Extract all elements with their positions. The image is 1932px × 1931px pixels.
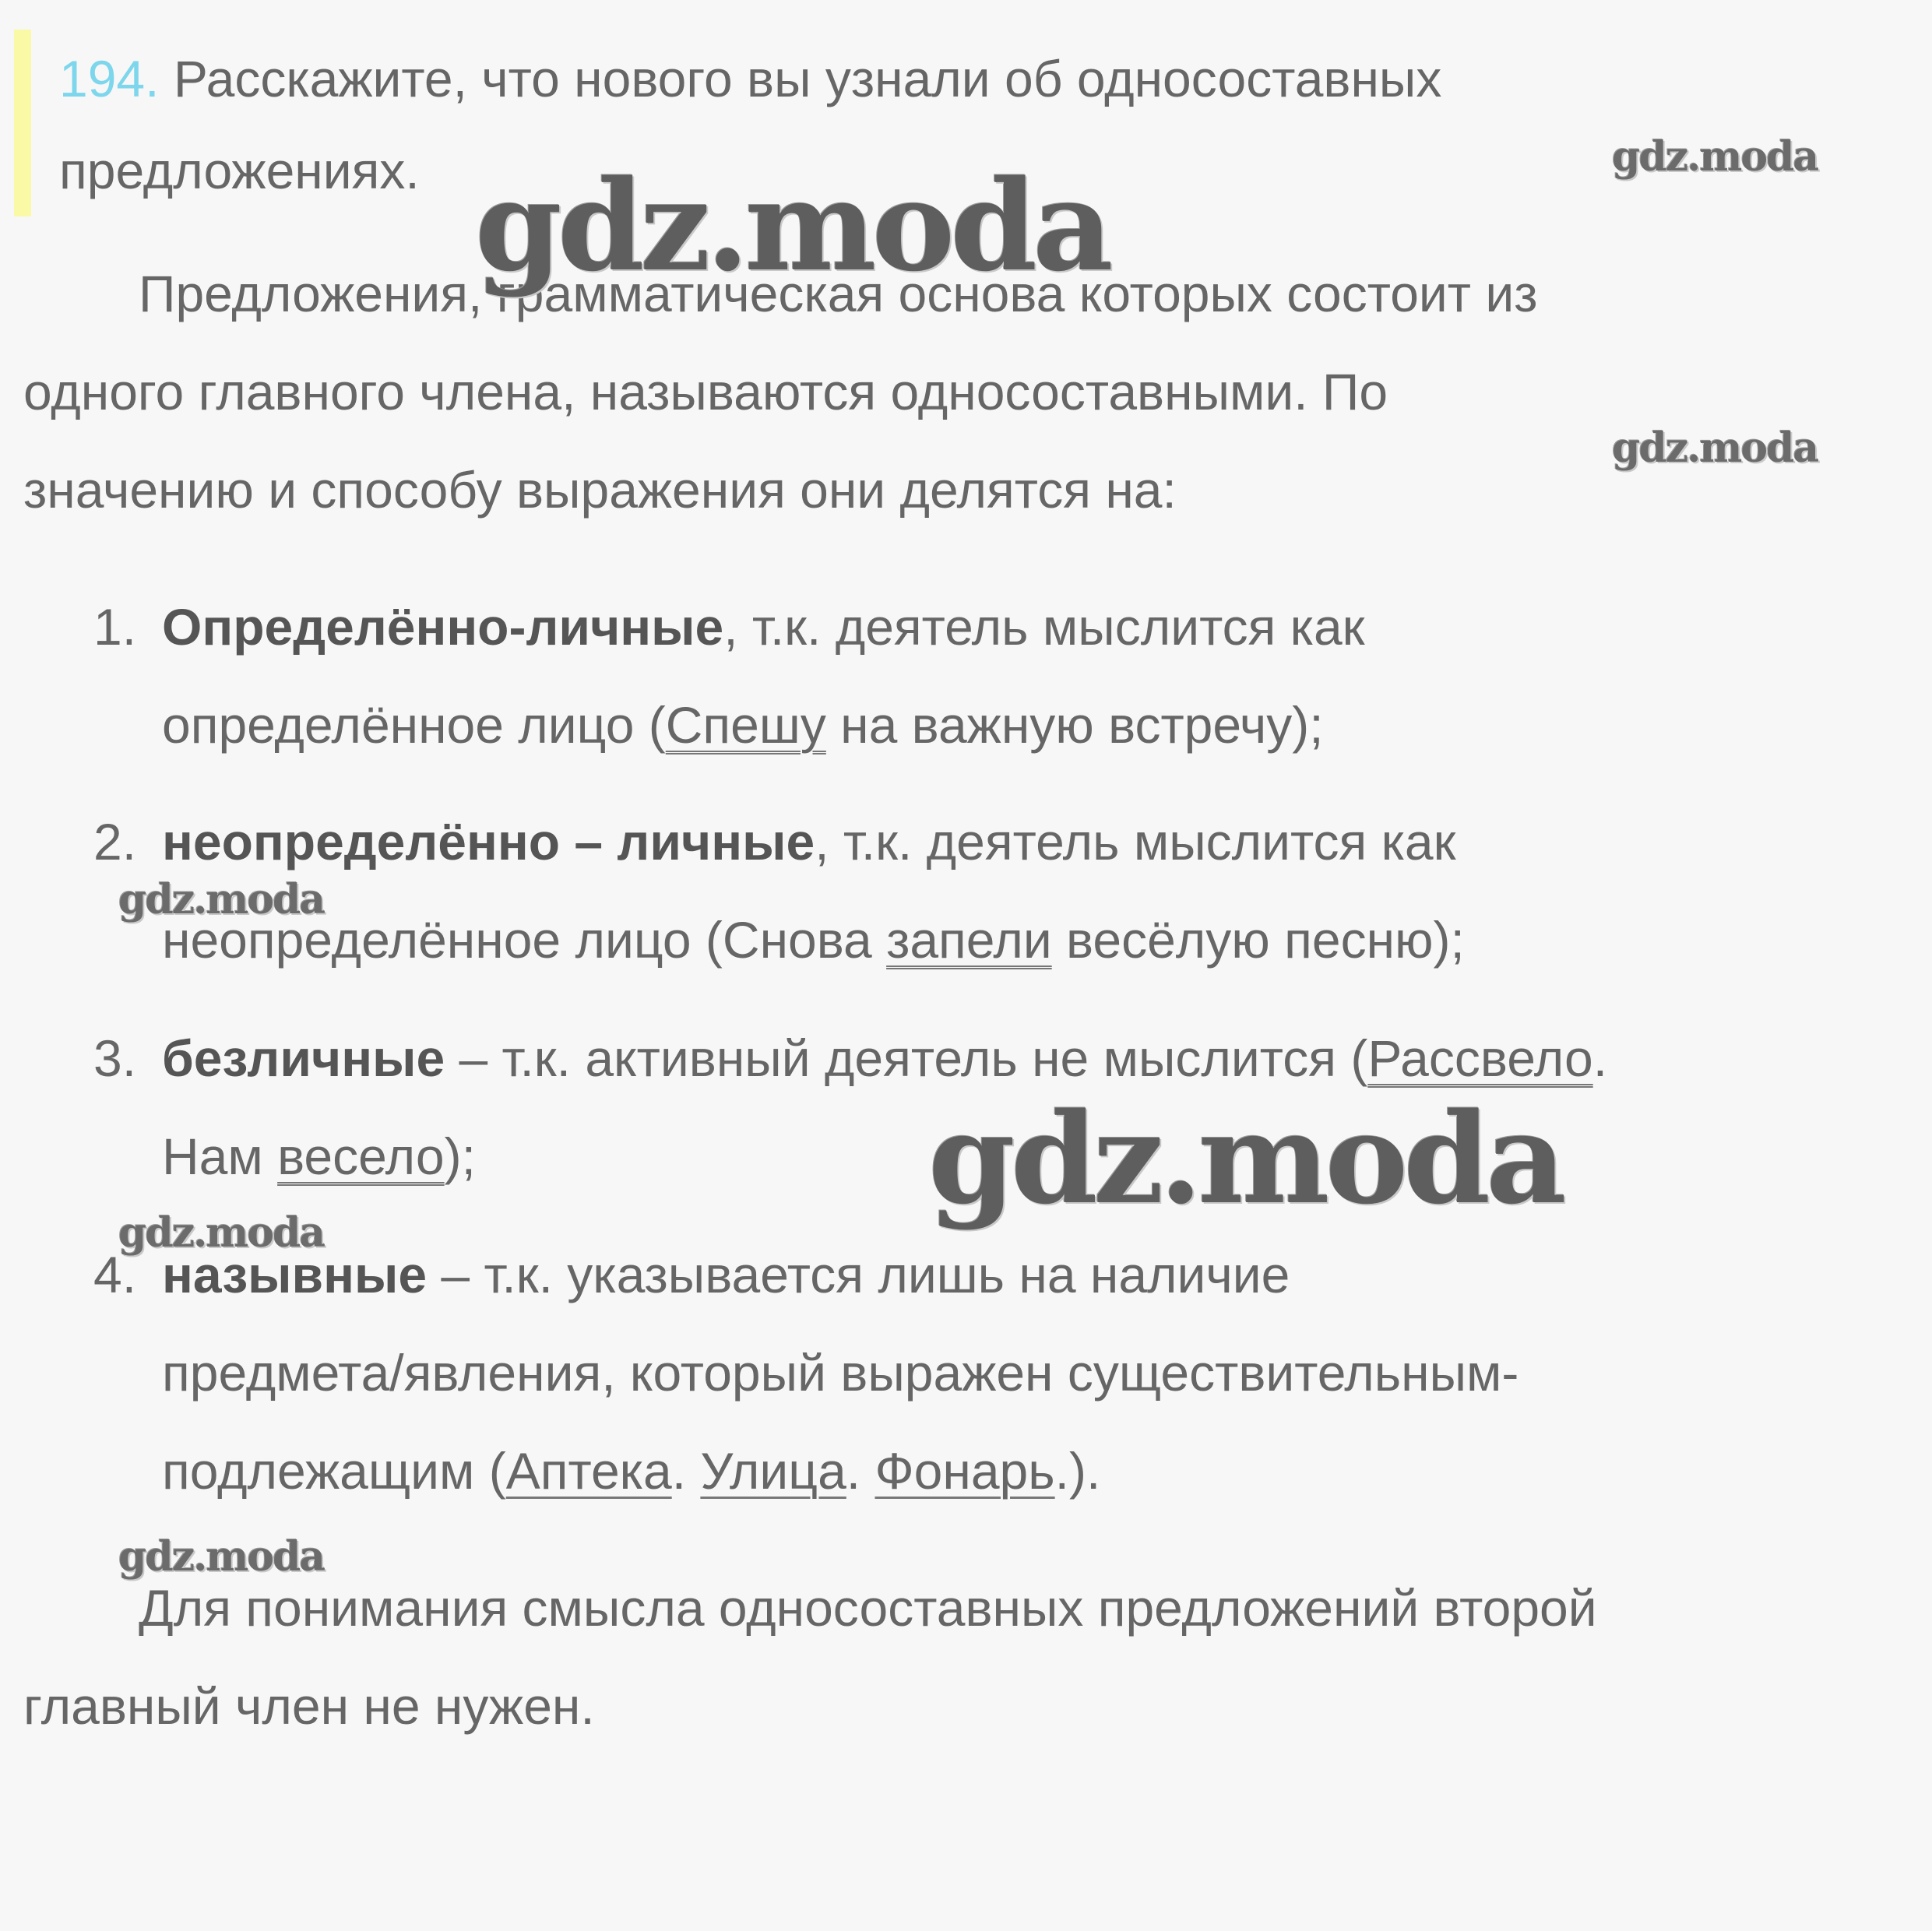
- list-item-1-line2: определённое лицо (Спешу на важную встречу);: [162, 696, 1324, 754]
- list-number-2: 2.: [93, 813, 137, 871]
- example-predicate: Рассвело: [1367, 1029, 1593, 1087]
- watermark-logo: gdz.moda: [1612, 133, 1818, 181]
- example-predicate: запели: [886, 911, 1052, 969]
- example-predicate: весело: [277, 1127, 445, 1185]
- list-item-4-line1: назывные – т.к. указывается лишь на наличие: [162, 1246, 1290, 1303]
- list-item-2-term: неопределённо – личные: [162, 813, 815, 871]
- intro-line3: значению и способу выражения они делятся на:: [23, 461, 1177, 519]
- list-item-2-line1: неопределённо – личные, т.к. деятель мыслится как: [162, 813, 1456, 871]
- watermark-logo: gdz.moda: [475, 153, 1109, 299]
- list-item-1-line1: Определённо-личные, т.к. деятель мыслится как: [162, 598, 1365, 656]
- conclusion-line1: Для понимания смысла односоставных предложений второй: [139, 1579, 1597, 1637]
- list-item-4-line2: предмета/явления, который выражен существительным-: [162, 1344, 1519, 1402]
- conclusion-line2: главный член не нужен.: [23, 1677, 595, 1735]
- watermark-logo: gdz.moda: [928, 1085, 1562, 1232]
- list-item-1-term: Определённо-личные: [162, 598, 724, 656]
- watermark-logo: gdz.moda: [118, 1209, 325, 1257]
- list-item-4-term: назывные: [162, 1246, 428, 1303]
- list-item-3-term: безличные: [162, 1029, 445, 1087]
- task-header: [59, 50, 1442, 107]
- intro-line2: одного главного члена, называются односоставными. По: [23, 363, 1388, 420]
- list-item-3-line1: безличные – т.к. активный деятель не мыслится (Рассвело.: [162, 1029, 1608, 1087]
- task-number: 194.: [59, 50, 160, 107]
- watermark-logo: gdz.moda: [1612, 424, 1818, 472]
- example-subject: Улица: [700, 1442, 846, 1500]
- task-text-line1: Расскажите, что нового вы узнали об односоставных: [173, 50, 1442, 107]
- list-number-3: 3.: [93, 1029, 137, 1087]
- watermark-logo: gdz.moda: [118, 1533, 325, 1581]
- task-text-line2: предложениях.: [59, 142, 420, 199]
- watermark-logo: gdz.moda: [118, 876, 325, 923]
- example-subject: Фонарь: [875, 1442, 1055, 1500]
- list-number-1: 1.: [93, 598, 137, 656]
- accent-bar: [14, 30, 31, 216]
- intro-line1: Предложения, грамматическая основа которых состоит из: [139, 265, 1538, 322]
- list-number-4: 4.: [93, 1246, 137, 1303]
- list-item-4-line3: подлежащим (Аптека. Улица. Фонарь.).: [162, 1442, 1101, 1500]
- list-item-3-line2: Нам весело);: [162, 1127, 476, 1185]
- example-subject: Аптека: [505, 1442, 672, 1500]
- list-item-2-line2: неопределённое лицо (Снова запели весёлую песню);: [162, 911, 1465, 969]
- example-predicate: Спешу: [665, 696, 826, 754]
